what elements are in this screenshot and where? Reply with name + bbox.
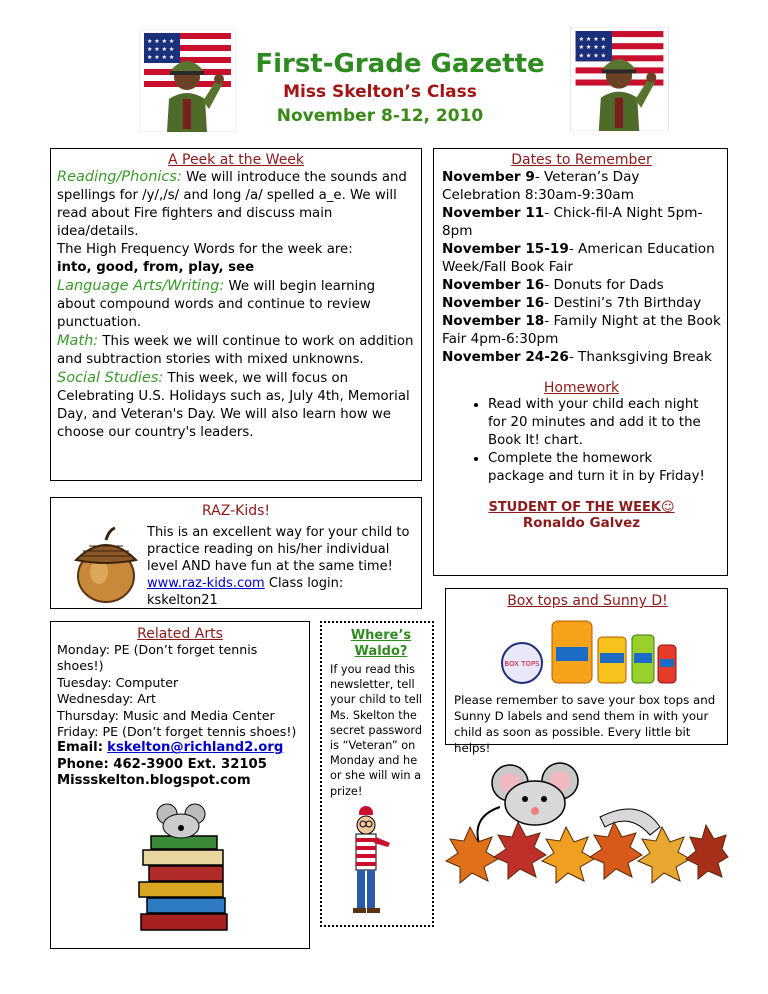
- blog-line: Missskelton.blogspot.com: [57, 773, 251, 789]
- schedule-line: Tuesday: Computer: [57, 674, 179, 690]
- svg-text:★ ★ ★ ★: ★ ★ ★ ★: [578, 36, 607, 44]
- mouse-with-leaves-image: [440, 757, 730, 907]
- dates-homework-box: [433, 148, 728, 576]
- boxtops-text: Please remember to save your box tops and Sunny D labels and send them in with your child as soon as possible. Every little bit helps!: [454, 693, 716, 755]
- svg-text:★ ★ ★ ★: ★ ★ ★ ★: [147, 38, 175, 45]
- homework-item: • Complete the homework package and turn it in by Friday!: [488, 450, 709, 486]
- smiley-icon: ☺: [660, 500, 675, 515]
- email-link[interactable]: kskelton@richland2.org: [107, 740, 284, 756]
- newsletter-dates: November 8-12, 2010: [276, 106, 484, 126]
- language-text: We will begin learning about compound words and continue to review punctuation.: [57, 279, 376, 330]
- schedule-line: Wednesday: Art: [57, 691, 156, 707]
- soldier-flag-left-image: [139, 29, 236, 132]
- hfw-intro: The High Frequency Words for the week are:: [57, 242, 353, 257]
- class-name: Miss Skelton’s Class: [283, 82, 477, 102]
- math-label: Math:: [57, 333, 99, 349]
- boxtops-sunnyd-image: [498, 611, 688, 689]
- date-item: November 24-26- Thanksgiving Break: [442, 349, 712, 365]
- math-text: This week we will continue to work on addition and subtraction stories with mixed unknowns.: [57, 334, 414, 367]
- schedule-line: Thursday: Music and Media Center: [57, 707, 275, 723]
- newsletter-title: First-Grade Gazette: [255, 49, 545, 79]
- leaf-icon: [440, 817, 730, 907]
- svg-text:★ ★ ★ ★: ★ ★ ★ ★: [578, 44, 607, 52]
- related-schedule: [57, 642, 303, 790]
- date-item: November 16- Donuts for Dads: [442, 277, 664, 293]
- date-item: November 11- Chick-fil-A Night 5pm-8pm: [442, 205, 703, 239]
- homework-item: • Read with your child each night for 20 minutes and add it to the Book It! chart.: [488, 396, 709, 450]
- homework-title: Homework: [543, 380, 620, 396]
- email-line: Email: kskelton@richland2.org: [57, 740, 284, 756]
- schedule-line: Friday: PE (Don’t forget tennis shoes!): [57, 724, 297, 740]
- social-text: This week, we will focus on Celebrating U.S. Holidays such as, July 4th, Memorial Day, and Veteran's Day. We will also learn how we choose our country's leaders.: [57, 371, 410, 440]
- phone-line: Phone: 462-3900 Ext. 32105: [57, 756, 267, 772]
- student-of-week-name: Ronaldo Galvez: [522, 515, 641, 531]
- peek-title: A Peek at the Week: [167, 152, 305, 168]
- raz-login: Class login: kskelton21: [147, 576, 344, 608]
- date-item: November 9- Veteran’s Day Celebration 8:30am-9:30am: [442, 169, 640, 203]
- student-of-week-label: STUDENT OF THE WEEK☺: [488, 500, 675, 515]
- raz-text: This is an excellent way for your child to practice reading on his/her individual level AND have fun at the same time! www.raz-kids.com Class login: kskelton21: [147, 525, 410, 608]
- acorn-image: [71, 526, 141, 604]
- soldier-flag-right-image: [569, 27, 670, 131]
- raz-kids-box: [50, 497, 422, 609]
- peek-at-week-box: [50, 148, 422, 481]
- hfw-words: into, good, from, play, see: [57, 260, 255, 275]
- raz-link[interactable]: www.raz-kids.com: [147, 576, 265, 591]
- boxtops-title: Box tops and Sunny D!: [507, 593, 668, 609]
- related-title: Related Arts: [137, 626, 223, 642]
- related-arts-box: [50, 621, 310, 949]
- date-item: November 16- Destini’s 7th Birthday: [442, 295, 702, 311]
- language-label: Language Arts/Writing:: [57, 278, 225, 294]
- date-item: November 18- Family Night at the Book Fair 4pm-6:30pm: [442, 313, 721, 347]
- waldo-text: If you read this newsletter, tell your child to tell Ms. Skelton the secret password is “Veteran” on Monday and he or she will win a prize!: [330, 663, 423, 798]
- svg-text:★ ★ ★ ★: ★ ★ ★ ★: [578, 52, 607, 60]
- date-item: November 15-19- American Education Week/Fall Book Fair: [442, 241, 715, 275]
- boxtops-box: [445, 588, 728, 755]
- mouse-on-books-image: [129, 802, 239, 937]
- schedule-line: Monday: PE (Don’t forget tennis shoes!): [57, 642, 258, 674]
- dates-list: [442, 168, 721, 366]
- social-label: Social Studies:: [57, 370, 164, 386]
- svg-text:★ ★ ★ ★: ★ ★ ★ ★: [147, 54, 175, 61]
- raz-title: RAZ-Kids!: [202, 503, 270, 519]
- svg-text:BOX TOPS: BOX TOPS: [504, 660, 540, 668]
- reading-text: We will introduce the sounds and spellings for /y/,/s/ and long /a/ spelled a_e. We will read about Fire fighters and discuss main idea/details.: [57, 170, 407, 239]
- waldo-image: [344, 803, 398, 918]
- reading-label: Reading/Phonics:: [57, 169, 182, 185]
- dates-title: Dates to Remember: [511, 152, 652, 168]
- waldo-title: Where’s Waldo?: [350, 628, 412, 659]
- svg-text:★ ★ ★ ★: ★ ★ ★ ★: [147, 46, 175, 53]
- peek-body: [57, 168, 415, 442]
- homework-list: [442, 396, 721, 486]
- waldo-box: [320, 621, 434, 927]
